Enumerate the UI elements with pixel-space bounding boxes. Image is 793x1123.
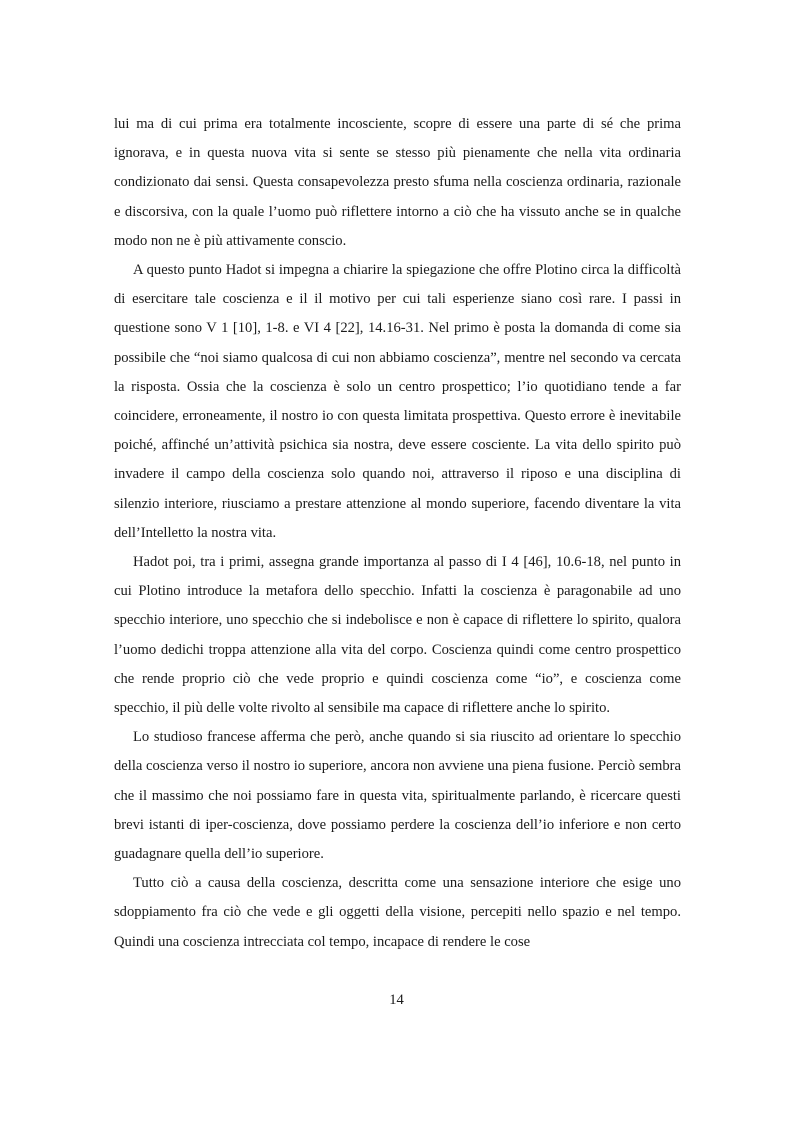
- paragraph-2: A questo punto Hadot si impegna a chiarire la spiegazione che offre Plotino circa la difficoltà di esercitare tale coscienza e il il motivo per cui tali esperienze siano così rare. I passi in questione sono V 1 [10], 1-8. e VI 4 [22], 14.16-31. Nel primo è posta la domanda di come sia possibile che “noi siamo qualcosa di cui non abbiamo coscienza”, mentre nel secondo va cercata la risposta. Ossia che la coscienza è solo un centro prospettico; l’io quotidiano tende a far coincidere, erroneamente, il nostro io con questa limitata prospettiva. Questo errore è inevitabile poiché, affinché un’attività psichica sia nostra, deve essere cosciente. La vita dello spirito può invadere il campo della coscienza solo quando noi, attraverso il riposo e una disciplina di silenzio interiore, riusciamo a prestare attenzione al mondo superiore, facendo diventare la vita dell’Intelletto la nostra vita.: [114, 262, 681, 541]
- body-text: [114, 110, 681, 957]
- paragraph-4: Lo studioso francese afferma che però, anche quando si sia riuscito ad orientare lo specchio della coscienza verso il nostro io superiore, ancora non avviene una piena fusione. Perciò sembra che il massimo che noi possiamo fare in questa vita, spiritualmente parlando, è ricercare questi brevi istanti di iper-coscienza, dove possiamo perdere la coscienza dell’io inferiore e non certo guadagnare quella dell’io superiore.: [114, 729, 681, 863]
- paragraph-3: Hadot poi, tra i primi, assegna grande importanza al passo di I 4 [46], 10.6-18, nel punto in cui Plotino introduce la metafora dello specchio. Infatti la coscienza è paragonabile ad uno specchio interiore, uno specchio che si indebolisce e non è capace di riflettere lo spirito, qualora l’uomo dedichi troppa attenzione alla vita del corpo. Coscienza quindi come centro prospettico che rende proprio ciò che vede proprio e quindi coscienza come “io”, e coscienza come specchio, il più delle volte rivolto al sensibile ma capace di riflettere anche lo spirito.: [114, 554, 681, 717]
- paragraph-5: Tutto ciò a causa della coscienza, descritta come una sensazione interiore che esige uno sdoppiamento fra ciò che vede e gli oggetti della visione, percepiti nello spazio e nel tempo. Quindi una coscienza intrecciata col tempo, incapace di rendere le cose: [114, 875, 681, 950]
- page-number: 14: [389, 992, 404, 1008]
- paragraph-1: lui ma di cui prima era totalmente incosciente, scopre di essere una parte di sé che prima ignorava, e in questa nuova vita si sente se stesso più pienamente che nella vita ordinaria condizionato dai sensi. Questa consapevolezza presto sfuma nella coscienza ordinaria, razionale e discorsiva, con la quale l’uomo può riflettere intorno a ciò che ha vissuto anche se in qualche modo non ne è più attivamente conscio.: [114, 116, 681, 249]
